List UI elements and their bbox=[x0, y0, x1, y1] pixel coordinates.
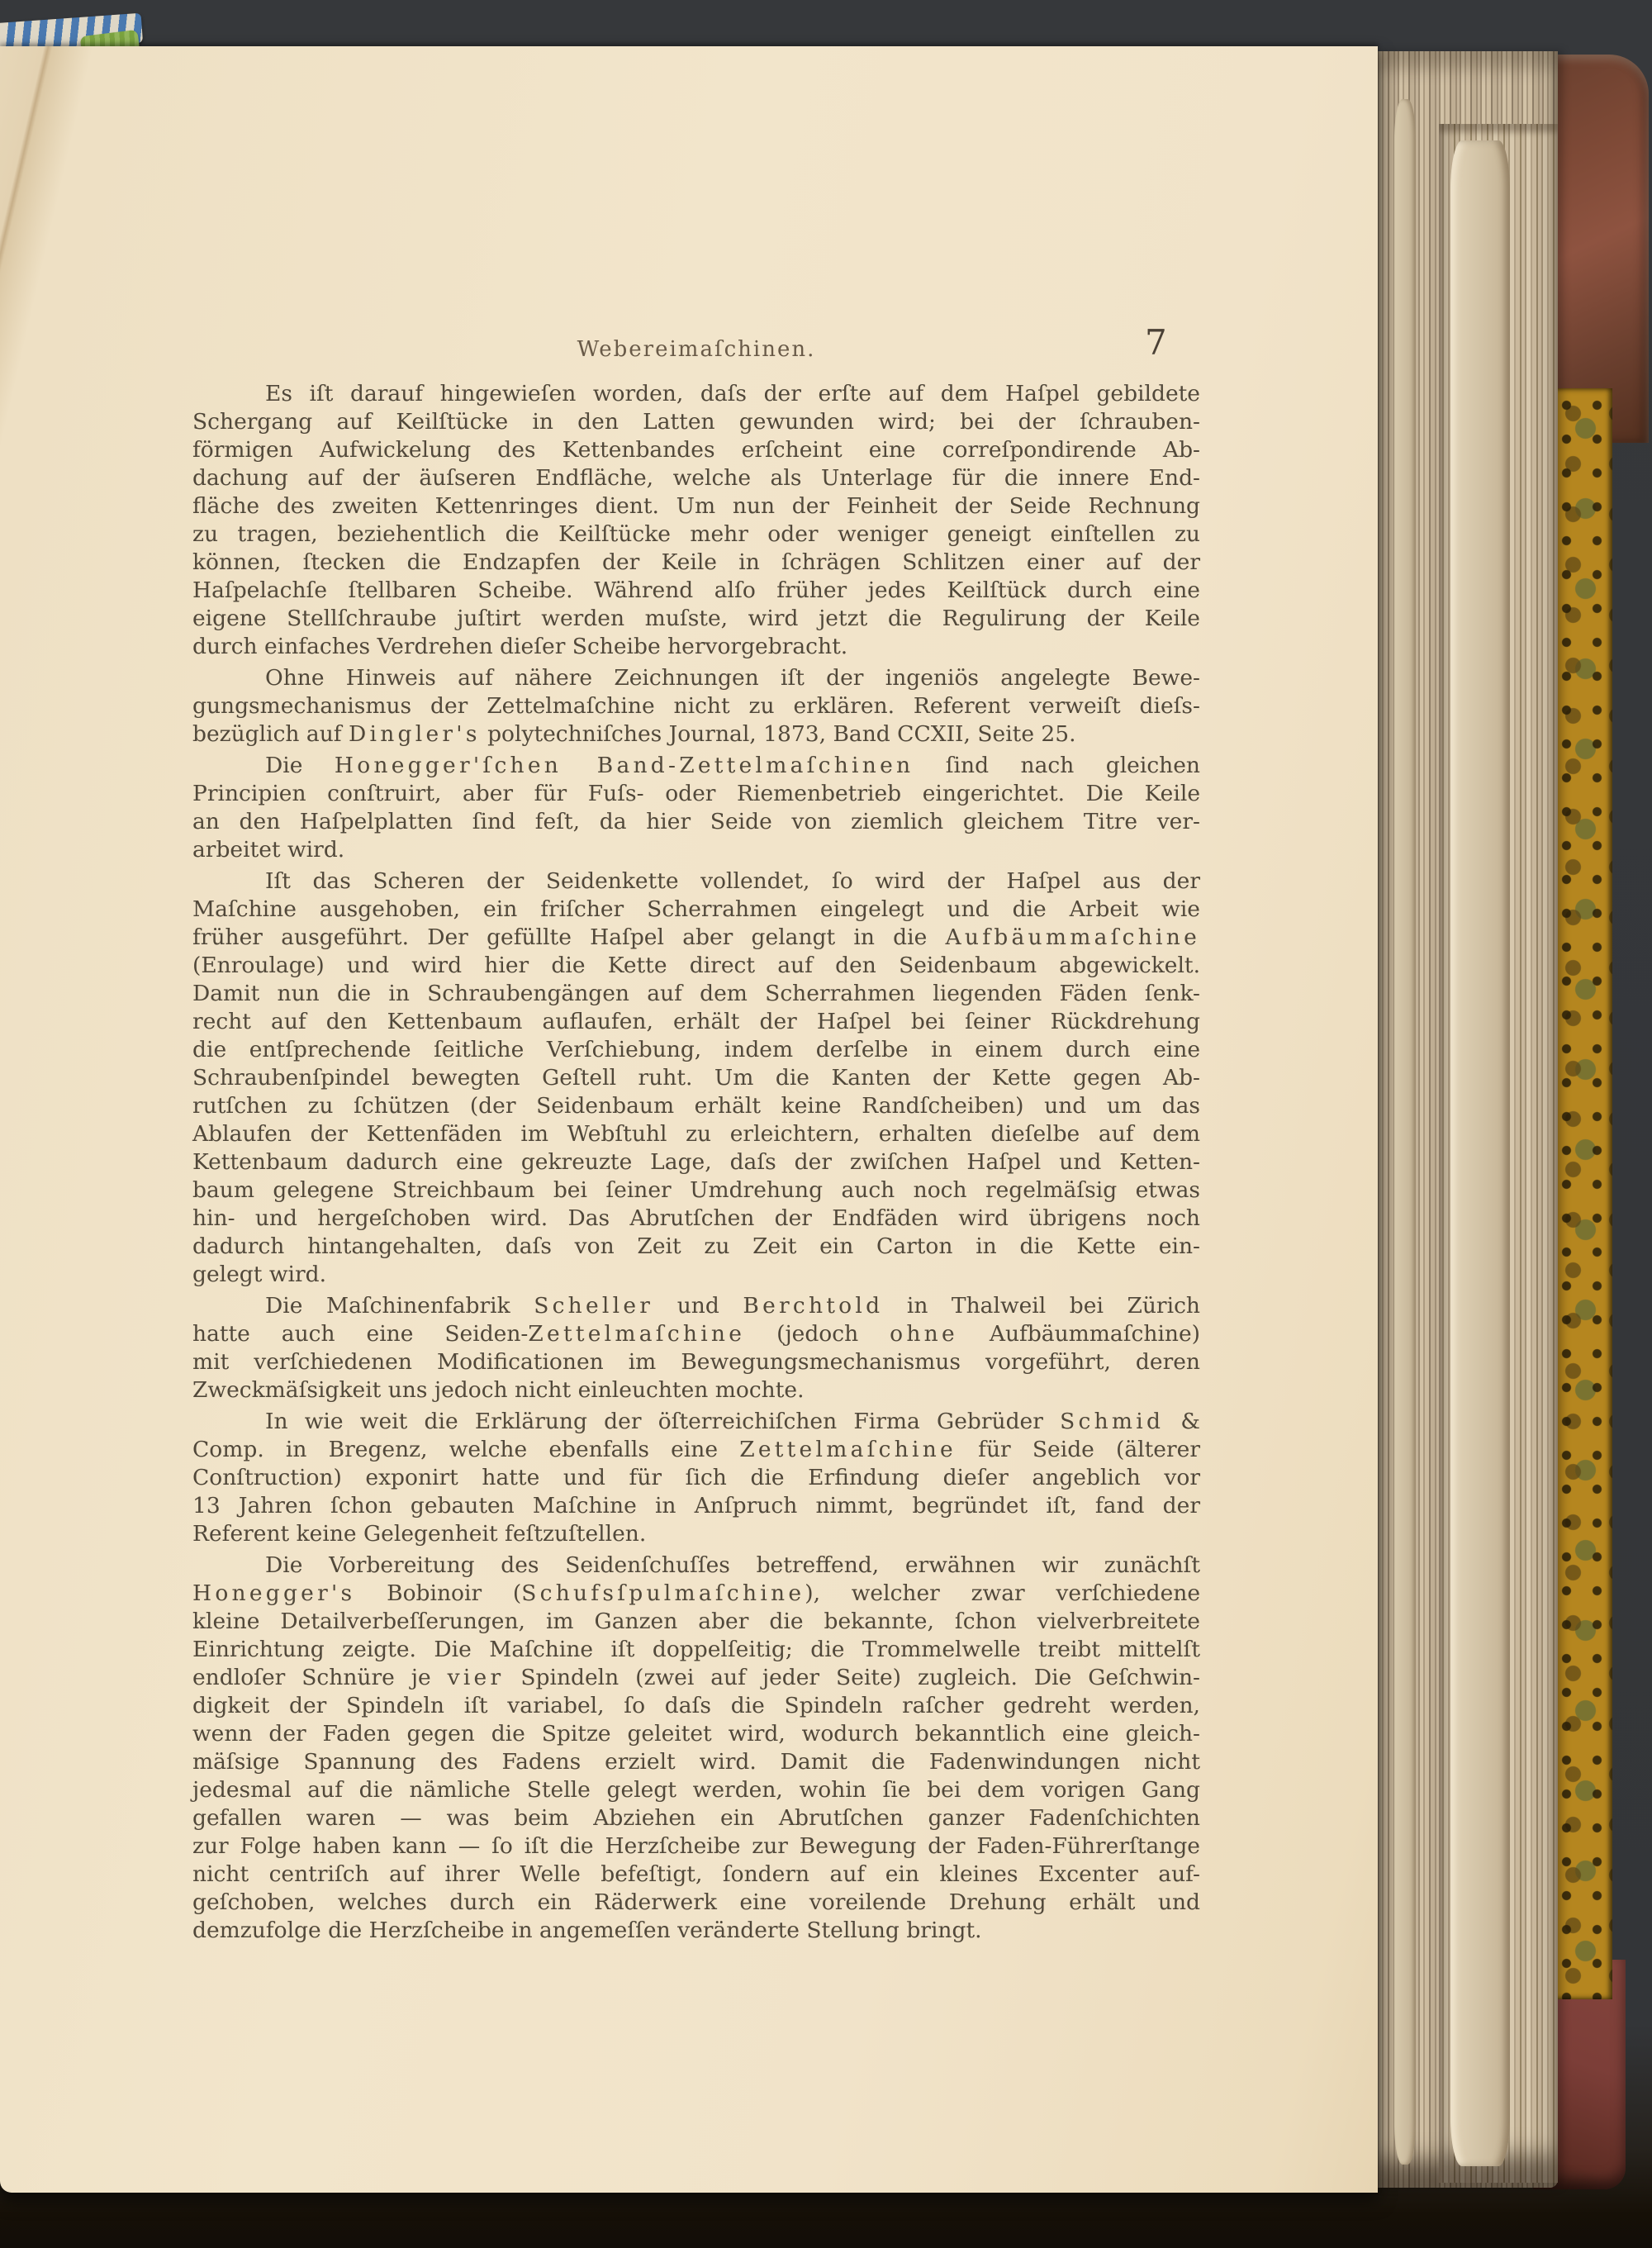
text-segment: Die Vorbereitung des Seidenſchuſſes betreffend, erwähnen wir zunächſt bbox=[265, 1552, 1200, 1578]
paragraph bbox=[192, 664, 1200, 749]
text-segment: und bbox=[653, 1293, 743, 1319]
text-segment: Conſtruction) exponirt hatte und für ſich die Erfindung dieſer angeblich vor bbox=[192, 1465, 1200, 1490]
text-line bbox=[192, 780, 1200, 808]
text-segment: Die bbox=[265, 753, 335, 778]
paragraph bbox=[192, 867, 1200, 1289]
text-line bbox=[192, 1776, 1200, 1804]
text-segment: dachung auf der äuſseren Endfläche, welche als Unterlage für die innere End- bbox=[192, 465, 1200, 491]
text-line bbox=[192, 867, 1200, 896]
text-line bbox=[192, 1832, 1200, 1861]
text-line bbox=[192, 1348, 1200, 1376]
running-title: Webereimaſchinen. bbox=[577, 337, 816, 362]
text-line bbox=[192, 1008, 1200, 1036]
text-segment: ), welcher zwar verſchiedene bbox=[805, 1580, 1201, 1606]
page-body-text bbox=[192, 380, 1200, 1945]
paragraph bbox=[192, 380, 1200, 661]
text-segment: mäſsige Spannung des Fadens erzielt wird. Damit die Fadenwindungen nicht bbox=[192, 1749, 1200, 1775]
emphasized-text: vier bbox=[447, 1665, 505, 1690]
text-line bbox=[192, 408, 1200, 436]
text-segment: früher ausgeführt. Der gefüllte Haſpel aber gelangt in die bbox=[192, 924, 946, 950]
text-line bbox=[192, 1804, 1200, 1832]
book-page-edges-band bbox=[1450, 140, 1510, 2166]
text-line bbox=[192, 1608, 1200, 1636]
text-segment: (Enroulage) und wird hier die Kette direct auf den Seidenbaum abgewickelt. bbox=[192, 953, 1200, 978]
text-segment: Maſchine ausgehoben, ein friſcher Scherrahmen eingelegt und die Arbeit wie bbox=[192, 896, 1200, 922]
text-segment: digkeit der Spindeln iſt variabel, ſo daſs die Spindeln raſcher gedreht werden, bbox=[192, 1693, 1200, 1718]
text-line bbox=[192, 980, 1200, 1008]
text-line bbox=[192, 836, 1200, 864]
text-segment: endloſer Schnüre je bbox=[192, 1665, 448, 1690]
text-segment: zur Folge haben kann — ſo iſt die Herzſcheibe zur Bewegung der Faden-Führerſtange bbox=[192, 1833, 1200, 1859]
text-line bbox=[192, 464, 1200, 492]
text-segment: Damit nun die in Schraubengängen auf dem Scherrahmen liegenden Fäden ſenk- bbox=[192, 981, 1200, 1006]
text-line bbox=[192, 1748, 1200, 1776]
text-line bbox=[192, 1520, 1200, 1548]
text-line bbox=[192, 380, 1200, 408]
text-line bbox=[192, 1036, 1200, 1064]
text-line bbox=[192, 1464, 1200, 1492]
text-line bbox=[192, 1917, 1200, 1945]
text-segment: Ohne Hinweis auf nähere Zeichnungen iſt der ingeniös angelegte Bewe- bbox=[265, 665, 1200, 691]
text-segment: gefallen waren — was beim Abziehen ein Abrutſchen ganzer Fadenſchichten bbox=[192, 1805, 1200, 1831]
text-segment: Spindeln (zwei auf jeder Seite) zugleich. Die Geſchwin- bbox=[504, 1665, 1200, 1690]
emphasized-text: Aufbäummaſchine bbox=[945, 924, 1200, 950]
text-line bbox=[192, 752, 1200, 780]
text-line bbox=[192, 808, 1200, 836]
text-line bbox=[192, 1233, 1200, 1261]
text-segment: polytechniſches Journal, 1873, Band CCXII, Seite 25. bbox=[480, 721, 1076, 747]
text-segment: Referent keine Gelegenheit feſtzuſtellen. bbox=[192, 1521, 647, 1547]
text-segment: Principien conſtruirt, aber für Fuſs- oder Riemenbetrieb eingerichtet. Die Keile bbox=[192, 781, 1200, 806]
text-line bbox=[192, 492, 1200, 520]
text-segment: & bbox=[1164, 1409, 1201, 1434]
text-line bbox=[192, 1861, 1200, 1889]
text-segment: zu tragen, beziehentlich die Keilſtücke mehr oder weniger geneigt einſtellen zu bbox=[192, 521, 1200, 547]
text-line bbox=[192, 520, 1200, 549]
text-line bbox=[192, 1176, 1200, 1205]
text-segment: ſind nach gleichen bbox=[914, 753, 1200, 778]
text-segment: baum gelegene Streichbaum bei ſeiner Umdrehung auch noch regelmäſsig etwas bbox=[192, 1177, 1200, 1203]
paragraph bbox=[192, 1552, 1200, 1945]
text-segment: geſchoben, welches durch ein Räderwerk eine voreilende Drehung erhält und bbox=[192, 1889, 1200, 1915]
text-line bbox=[192, 720, 1200, 749]
text-line bbox=[192, 1320, 1200, 1348]
text-segment: gelegt wird. bbox=[192, 1262, 327, 1287]
book-page-edges-band bbox=[1394, 99, 1416, 2165]
text-line bbox=[192, 1408, 1200, 1436]
text-segment: hatte auch eine Seiden- bbox=[192, 1321, 529, 1347]
text-segment: Iſt das Scheren der Seidenkette vollendet, ſo wird der Haſpel aus der bbox=[265, 868, 1200, 894]
text-line bbox=[192, 1636, 1200, 1664]
text-line bbox=[192, 1664, 1200, 1692]
page-header bbox=[192, 337, 1200, 373]
text-line bbox=[192, 1436, 1200, 1464]
text-line bbox=[192, 577, 1200, 605]
text-segment: förmigen Aufwickelung des Kettenbandes erſcheint eine correſpondirende Ab- bbox=[192, 437, 1200, 463]
text-segment: kleine Detailverbeſſerungen, im Ganzen aber die bekannte, ſchon vielverbreitete bbox=[192, 1609, 1200, 1634]
text-segment: fläche des zweiten Kettenringes dient. Um nun der Feinheit der Seide Rechnung bbox=[192, 493, 1200, 519]
text-segment: Ablaufen der Kettenfäden im Webſtuhl zu erleichtern, erhalten dieſelbe auf dem bbox=[192, 1121, 1200, 1147]
text-line bbox=[192, 633, 1200, 661]
text-line bbox=[192, 1064, 1200, 1092]
text-line bbox=[192, 436, 1200, 464]
text-segment: Schergang auf Keilſtücke in den Latten gewunden wird; bei der ſchrauben- bbox=[192, 409, 1200, 435]
text-segment: dadurch hintangehalten, daſs von Zeit zu Zeit ein Carton in die Kette ein- bbox=[192, 1233, 1200, 1259]
text-line bbox=[192, 1692, 1200, 1720]
emphasized-text: Schmid bbox=[1060, 1409, 1165, 1434]
text-segment: in Thalweil bei Zürich bbox=[883, 1293, 1200, 1319]
text-segment: Zweckmäſsigkeit uns jedoch nicht einleuchten mochte. bbox=[192, 1377, 805, 1403]
paragraph bbox=[192, 752, 1200, 864]
text-line bbox=[192, 924, 1200, 952]
text-line bbox=[192, 1580, 1200, 1608]
text-segment: an den Haſpelplatten ſind feſt, da hier Seide von ziemlich gleichem Titre ver- bbox=[192, 809, 1200, 834]
text-segment: können, ſtecken die Endzapfen der Keile in ſchrägen Schlitzen einer auf der bbox=[192, 549, 1200, 575]
text-segment: Kettenbaum dadurch eine gekreuzte Lage, daſs der zwiſchen Haſpel und Ketten- bbox=[192, 1149, 1200, 1175]
text-segment: hin- und hergeſchoben wird. Das Abrutſchen der Endfäden wird übrigens noch bbox=[192, 1205, 1200, 1231]
text-segment: jedesmal auf die nämliche Stelle gelegt werden, wohin ſie bei dem vorigen Gang bbox=[192, 1777, 1200, 1803]
text-segment: Die Maſchinenfabrik bbox=[265, 1293, 534, 1319]
paragraph bbox=[192, 1408, 1200, 1548]
text-segment: bezüglich auf bbox=[192, 721, 349, 747]
text-segment: Comp. in Bregenz, welche ebenfalls eine bbox=[192, 1437, 740, 1462]
text-segment: Es iſt darauf hingewieſen worden, daſs der erſte auf dem Haſpel gebildete bbox=[265, 381, 1200, 406]
text-segment: wenn der Faden gegen die Spitze geleitet wird, wodurch bekanntlich eine gleich- bbox=[192, 1721, 1200, 1747]
text-segment: mit verſchiedenen Modificationen im Bewegungsmechanismus vorgeführt, deren bbox=[192, 1349, 1200, 1375]
text-segment: In wie weit die Erklärung der öſterreichiſchen Firma Gebrüder bbox=[265, 1409, 1061, 1434]
text-line bbox=[192, 1720, 1200, 1748]
text-segment: demzufolge die Herzſcheibe in angemeſſen veränderte Stellung bringt. bbox=[192, 1918, 982, 1943]
text-line bbox=[192, 605, 1200, 633]
emphasized-text: Honegger's bbox=[192, 1580, 356, 1606]
paragraph bbox=[192, 1292, 1200, 1404]
emphasized-text: Honegger'ſchen Band-Zettelmaſchinen bbox=[334, 753, 914, 778]
text-line bbox=[192, 1120, 1200, 1148]
emphasized-text: Zettelmaſchine bbox=[528, 1321, 746, 1347]
text-segment: recht auf den Kettenbaum auflaufen, erhält der Haſpel bei ſeiner Rückdrehung bbox=[192, 1009, 1200, 1034]
text-segment: die entſprechende ſeitliche Verſchiebung, indem derſelbe in einem durch eine bbox=[192, 1037, 1200, 1062]
text-segment: Schraubenſpindel bewegten Geſtell ruht. Um die Kanten der Kette gegen Ab- bbox=[192, 1065, 1200, 1091]
text-segment: durch einfaches Verdrehen dieſer Scheibe hervorgebracht. bbox=[192, 634, 848, 659]
text-segment: arbeitet wird. bbox=[192, 837, 345, 863]
text-line bbox=[192, 1092, 1200, 1120]
text-segment: rutſchen zu ſchützen (der Seidenbaum erhält keine Randſcheiben) und um das bbox=[192, 1093, 1200, 1119]
text-line bbox=[192, 952, 1200, 980]
text-segment: Einrichtung zeigte. Die Maſchine iſt doppelſeitig; die Trommelwelle treibt mittelſt bbox=[192, 1637, 1200, 1662]
text-segment: eigene Stellſchraube juſtirt werden muſste, wird jetzt die Regulirung der Keile bbox=[192, 606, 1200, 631]
text-segment: 13 Jahren ſchon gebauten Maſchine in Anſpruch nimmt, begründet iſt, fand der bbox=[192, 1493, 1200, 1518]
text-line bbox=[192, 1552, 1200, 1580]
text-segment: für Seide (älterer bbox=[956, 1437, 1200, 1462]
text-line bbox=[192, 1261, 1200, 1289]
text-line bbox=[192, 692, 1200, 720]
emphasized-text: Berchtold bbox=[743, 1293, 884, 1319]
text-line bbox=[192, 1492, 1200, 1520]
text-segment: Bobinoir ( bbox=[355, 1580, 522, 1606]
emphasized-text: Zettelmaſchine bbox=[739, 1437, 957, 1462]
text-segment: Aufbäummaſchine) bbox=[957, 1321, 1201, 1347]
emphasized-text: Dingler's bbox=[349, 721, 481, 747]
book-cover-marbled-edge bbox=[1551, 388, 1612, 1999]
emphasized-text: ohne bbox=[890, 1321, 958, 1347]
text-segment: (jedoch bbox=[745, 1321, 890, 1347]
emphasized-text: Scheller bbox=[534, 1293, 654, 1319]
text-segment: nicht centriſch auf ihrer Welle befeſtigt, ſondern auf ein kleines Excenter auf- bbox=[192, 1861, 1200, 1887]
text-line bbox=[192, 1148, 1200, 1176]
page-number: 7 bbox=[1145, 322, 1167, 363]
text-line bbox=[192, 549, 1200, 577]
text-line bbox=[192, 1889, 1200, 1917]
text-line bbox=[192, 896, 1200, 924]
emphasized-text: Schufsſpulmaſchine bbox=[521, 1580, 805, 1606]
text-line bbox=[192, 1292, 1200, 1320]
text-line bbox=[192, 1205, 1200, 1233]
text-line bbox=[192, 664, 1200, 692]
book-page bbox=[0, 46, 1378, 2193]
text-segment: Haſpelachſe ſtellbaren Scheibe. Während alſo früher jedes Keilſtück durch eine bbox=[192, 577, 1200, 603]
text-segment: gungsmechanismus der Zettelmaſchine nicht zu erklären. Referent verweiſt dieſs- bbox=[192, 693, 1200, 719]
text-line bbox=[192, 1376, 1200, 1404]
